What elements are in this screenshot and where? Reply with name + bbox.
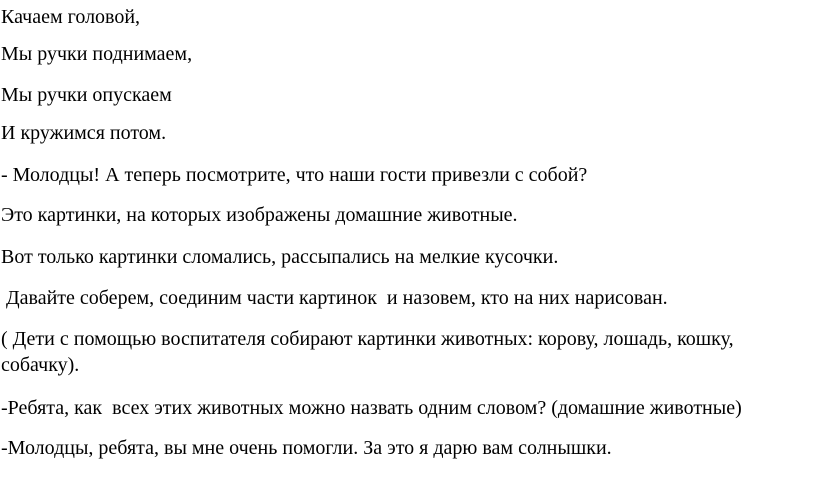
text-line-6: Это картинки, на которых изображены домашние животные. [1,204,518,226]
text-line-4: И кружимся потом. [1,122,167,144]
text-line-5: - Молодцы! А теперь посмотрите, что наши гости привезли с собой? [1,164,588,186]
text-line-2: Мы ручки поднимаем, [1,43,193,65]
text-line-7: Вот только картинки сломались, рассыпались на мелкие кусочки. [1,246,559,268]
text-line-10: -Ребята, как всех этих животных можно назвать одним словом? (домашние животные) [1,397,742,419]
text-line-8: Давайте соберем, соединим части картинок и назовем, кто на них нарисован. [1,287,668,309]
text-line-3: Мы ручки опускаем [1,84,172,106]
text-line-1: Качаем головой, [1,6,141,28]
text-paragraph-9: ( Дети с помощью воспитателя собирают картинки животных: корову, лошадь, кошку, собачку). [1,328,734,376]
text-line-11: -Молодцы, ребята, вы мне очень помогли. За это я дарю вам солнышки. [1,437,612,459]
